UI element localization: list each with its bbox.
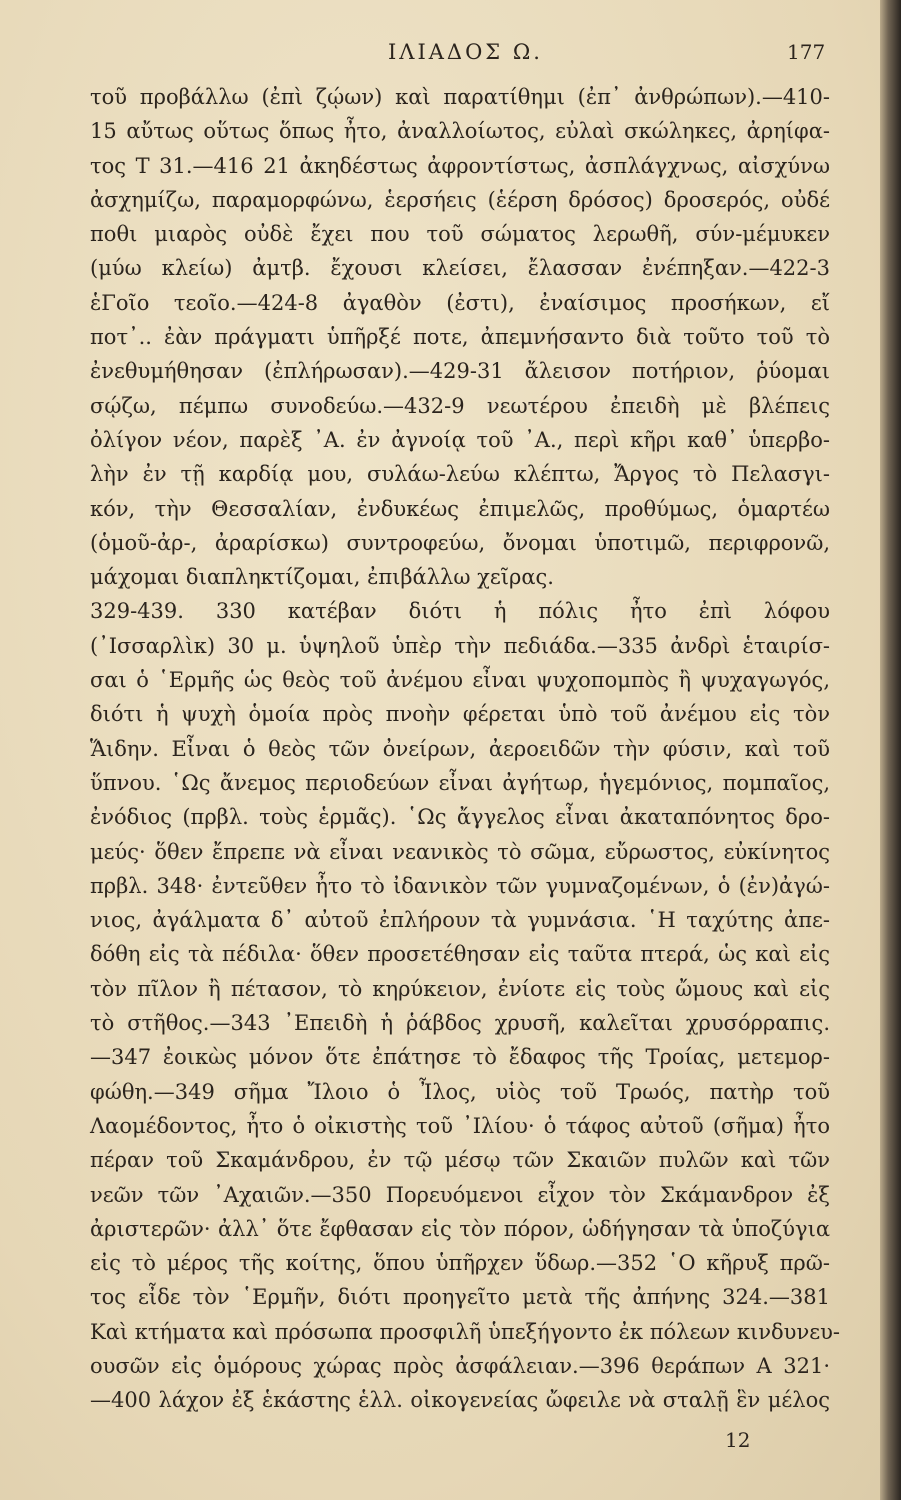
text-line: κόν, τὴν Θεσσαλίαν, ἐνδυκέως ἐπιμελῶς, προθύμως, ὁμαρτέω bbox=[90, 496, 830, 521]
text-line: τὸ στῆθος.—343 ᾿Επειδὴ ἡ ῥάβδος χρυσῆ, καλεῖται χρυσόρραπις. bbox=[90, 1011, 830, 1036]
text-line: ὀλίγον νέον, παρὲξ ᾿Α. ἐν ἀγνοίᾳ τοῦ ᾿Α., περὶ κῆρι καθ᾽ ὑπερβο- bbox=[90, 427, 830, 452]
text-line: ουσῶν εἰς ὁμόρους χώρας πρὸς ἀσφάλειαν.—396 θεράπων Α 321· bbox=[90, 1353, 830, 1378]
section-heading-line: 329-439. 330 κατέβαν διότι ἡ πόλις ἦτο ἐπὶ λόφου bbox=[90, 599, 830, 624]
text-line: πέραν τοῦ Σκαμάνδρου, ἐν τῷ μέσῳ τῶν Σκαιῶν πυλῶν καὶ τῶν bbox=[90, 1148, 830, 1173]
text-line: 15 αὔτως οὕτως ὅπως ἦτο, ἀναλλοίωτος, εὐλαὶ σκώληκες, ἀρηίφα- bbox=[90, 119, 830, 144]
text-line: ἀσχημίζω, παραμορφώνω, ἑερσήεις (ἑέρση δρόσος) δροσερός, οὐδέ bbox=[90, 187, 830, 212]
commentary-text bbox=[90, 80, 840, 1418]
text-line: μάχομαι διαπληκτίζομαι, ἐπιβάλλω χεῖρας. bbox=[90, 565, 554, 590]
text-line: ἐνεθυμήθησαν (ἐπλήρωσαν).—429-31 ἄλεισον ποτήριον, ῥύομαι bbox=[90, 359, 830, 384]
page-edge-shadow bbox=[880, 0, 901, 1500]
text-line: διότι ἡ ψυχὴ ὁμοία πρὸς πνοὴν φέρεται ὑπὸ τοῦ ἀνέμου εἰς τὸν bbox=[90, 702, 830, 727]
text-line: (᾿Ισσαρλὶκ) 30 μ. ὑψηλοῦ ὑπὲρ τὴν πεδιάδα.—335 ἀνδρὶ ἑταιρίσ- bbox=[90, 633, 830, 658]
text-line: Λαομέδοντος, ἦτο ὁ οἰκιστὴς τοῦ ᾿Ιλίου· ὁ τάφος αὐτοῦ (σῆμα) ἦτο bbox=[90, 1113, 830, 1138]
text-line: (μύω κλείω) ἀμτβ. ἔχουσι κλείσει, ἔλασσαν ἐνέπηξαν.—422-3 bbox=[90, 256, 830, 281]
text-line: Καὶ κτήματα καὶ πρόσωπα προσφιλῆ ὑπεξήγοντο ἐκ πόλεων κινδυνευ- bbox=[90, 1319, 840, 1344]
page-number: 177 bbox=[787, 40, 826, 64]
text-line: —400 λάχον ἐξ ἑκάστης ἑλλ. οἰκογενείας ὤφειλε νὰ σταλῇ ἓν μέλος bbox=[90, 1388, 830, 1413]
text-line: ἀριστερῶν· ἀλλ᾽ ὅτε ἔφθασαν εἰς τὸν πόρον, ὡδήγησαν τὰ ὑποζύγια bbox=[90, 1216, 830, 1241]
text-line: τος Τ 31.—416 21 ἀκηδέστως ἀφροντίστως, ἀσπλάγχνως, αἰσχύνω bbox=[90, 153, 830, 178]
text-line: ἐνόδιος (πρβλ. τοὺς ἑρμᾶς). ῾Ως ἄγγελος εἶναι ἀκαταπόνητος δρο- bbox=[90, 805, 830, 830]
text-line: μεύς· ὅθεν ἔπρεπε νὰ εἶναι νεανικὸς τὸ σῶμα, εὔρωστος, εὐκίνητος bbox=[90, 839, 830, 864]
text-line: ποθι μιαρὸς οὐδὲ ἔχει που τοῦ σώματος λερωθῆ, σύν-μέμυκεν bbox=[90, 222, 830, 247]
text-line: Ἅιδην. Εἶναι ὁ θεὸς τῶν ὀνείρων, ἀεροειδῶν τὴν φύσιν, καὶ τοῦ bbox=[90, 736, 830, 761]
text-line: σαι ὁ ῾Ερμῆς ὡς θεὸς τοῦ ἀνέμου εἶναι ψυχοπομπὸς ἢ ψυχαγωγός, bbox=[90, 668, 830, 693]
running-title: ΙΛΙΑΔΟΣ Ω. bbox=[388, 40, 543, 64]
text-line: νεῶν τῶν ᾿Αχαιῶν.—350 Πορευόμενοι εἶχον τὸν Σκάμανδρον ἐξ bbox=[90, 1182, 830, 1207]
text-line: ἑΓοῖο τεοῖο.—424-8 ἀγαθὸν (ἐστι), ἐναίσιμος προσήκων, εἴ bbox=[90, 290, 830, 315]
text-line: πρβλ. 348· ἐντεῦθεν ἦτο τὸ ἰδανικὸν τῶν γυμναζομένων, ὁ (ἐν)ἀγώ- bbox=[90, 873, 830, 898]
text-line: εἰς τὸ μέρος τῆς κοίτης, ὅπου ὑπῆρχεν ὕδωρ.—352 ῾Ο κῆρυξ πρῶ- bbox=[90, 1251, 830, 1276]
text-line: ποτ᾽.. ἐὰν πράγματι ὑπῆρξέ ποτε, ἀπεμνήσαντο διὰ τοῦτο τοῦ τὸ bbox=[90, 325, 830, 350]
text-line: τοῦ προβάλλω (ἐπὶ ζῴων) καὶ παρατίθημι (ἐπ᾽ ἀνθρώπων).—410- bbox=[90, 85, 830, 109]
text-line: σῴζω, πέμπω συνοδεύω.—432-9 νεωτέρου ἐπειδὴ μὲ βλέπεις bbox=[90, 393, 830, 418]
text-line: φώθη.—349 σῆμα Ἴλοιο ὁ Ἶλος, υἱὸς τοῦ Τρωός, πατὴρ τοῦ bbox=[90, 1079, 830, 1104]
page-header bbox=[0, 40, 880, 76]
text-line: λὴν ἐν τῇ καρδίᾳ μου, συλάω-λεύω κλέπτω, Ἄργος τὸ Πελασγι- bbox=[90, 462, 830, 487]
text-line: (ὁμοῦ-ἀρ-, ἀραρίσκω) συντροφεύω, ὄνομαι ὑποτιμῶ, περιφρονῶ, bbox=[90, 530, 830, 555]
text-line: νιος, ἀγάλματα δ᾽ αὐτοῦ ἐπλήρουν τὰ γυμνάσια. ῾Η ταχύτης ἀπε- bbox=[90, 908, 830, 933]
text-line: δόθη εἰς τὰ πέδιλα· ὅθεν προσετέθησαν εἰς ταῦτα πτερά, ὡς καὶ εἰς bbox=[90, 942, 830, 967]
text-line: τὸν πῖλον ἢ πέτασον, τὸ κηρύκειον, ἐνίοτε εἰς τοὺς ὤμους καὶ εἰς bbox=[90, 976, 830, 1001]
signature-mark: 12 bbox=[725, 1428, 751, 1452]
text-line: τος εἶδε τὸν ῾Ερμῆν, διότι προηγεῖτο μετὰ τῆς ἀπήνης 324.—381 bbox=[90, 1285, 830, 1310]
text-line: ὕπνου. ῾Ως ἄνεμος περιοδεύων εἶναι ἀγήτωρ, ἡγεμόνιος, πομπαῖος, bbox=[90, 770, 830, 795]
text-line: —347 ἐοικὼς μόνον ὅτε ἐπάτησε τὸ ἔδαφος τῆς Τροίας, μετεμορ- bbox=[90, 1045, 830, 1070]
